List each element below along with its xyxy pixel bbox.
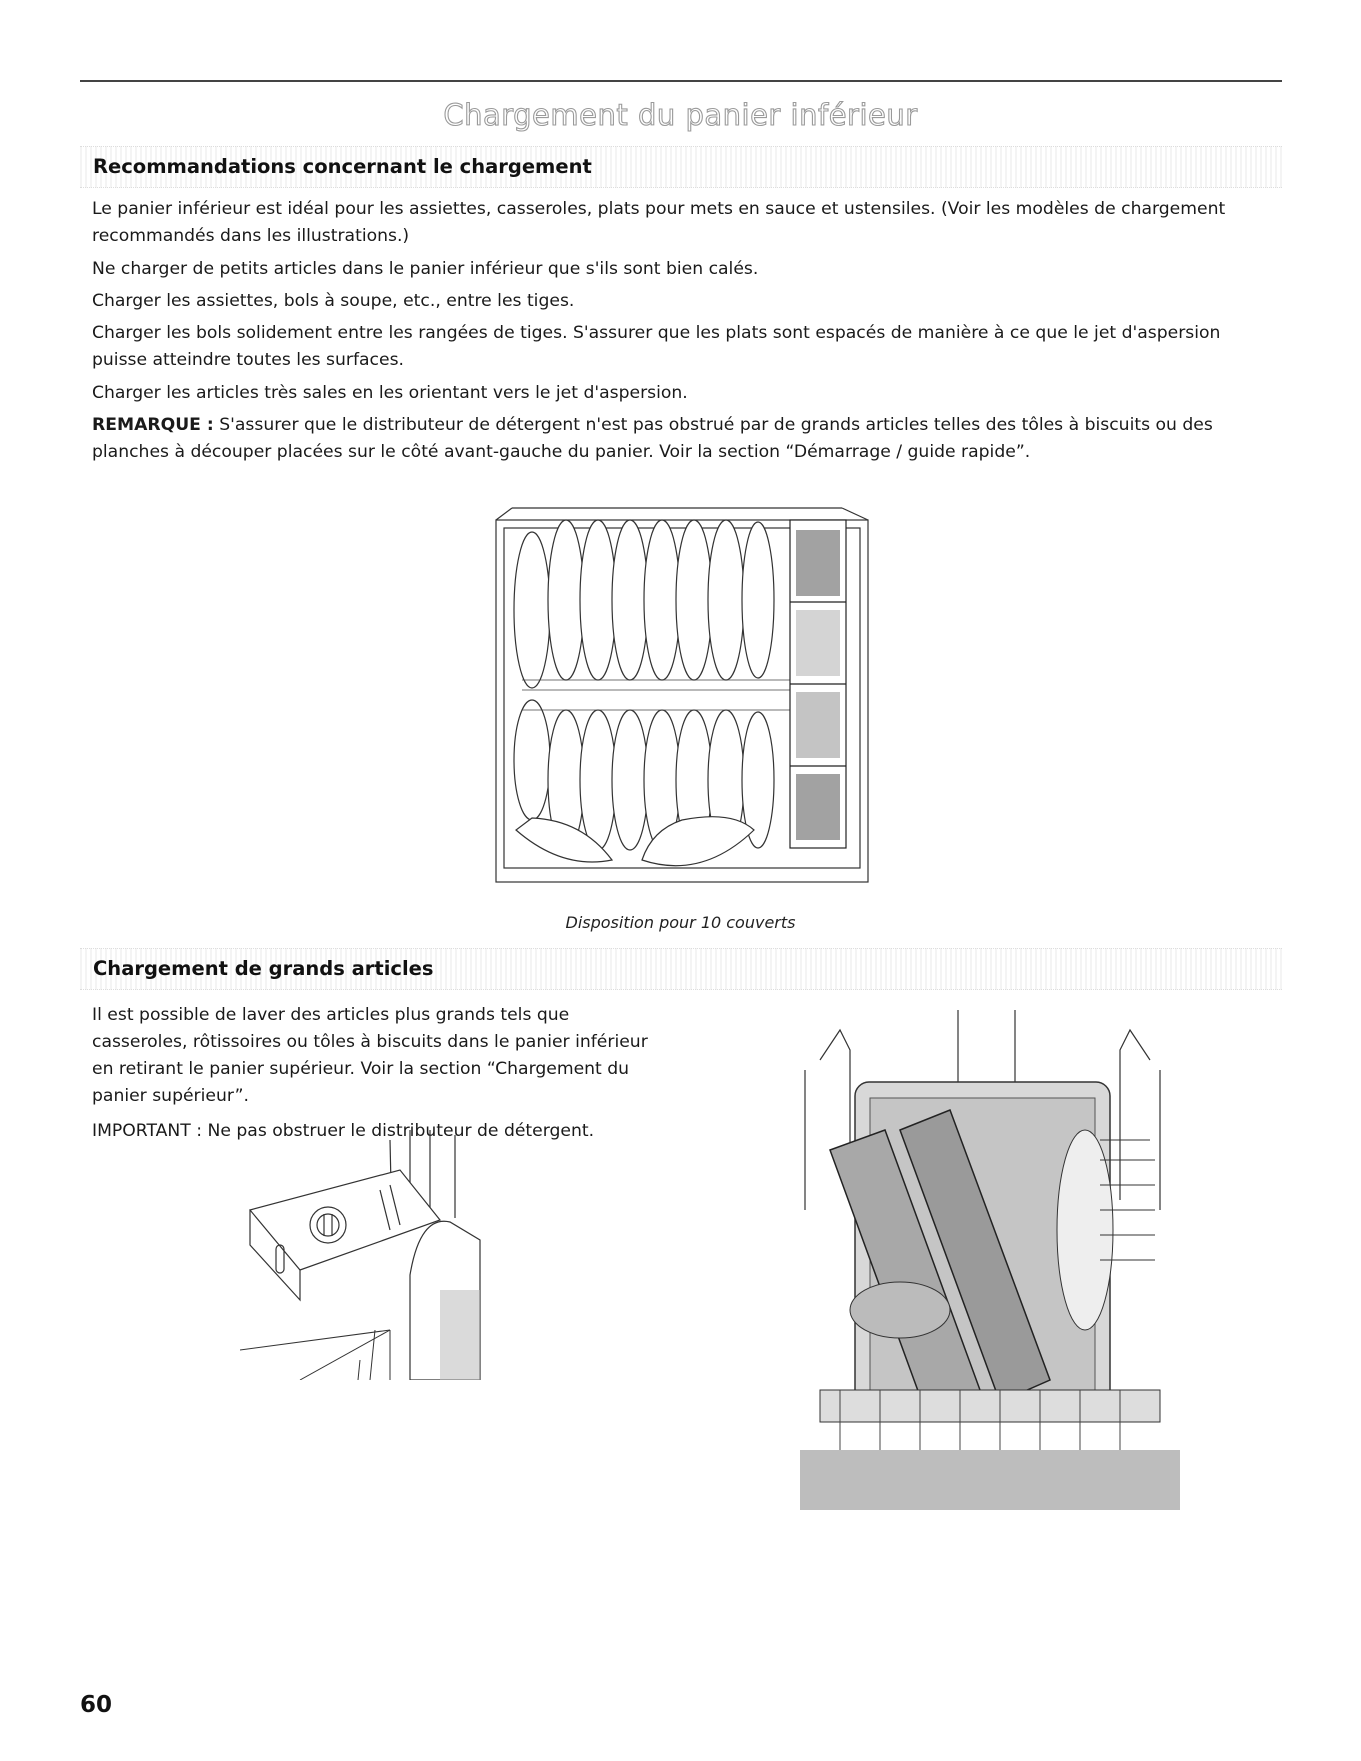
- important-text: Ne pas obstruer le distributeur de détergent.: [202, 1121, 595, 1141]
- note-label: REMARQUE :: [92, 415, 214, 435]
- top-rule: [80, 80, 1282, 82]
- paragraph: Il est possible de laver des articles plus grands tels que casseroles, rôtissoires ou tôles à biscuits dans le panier inférieur en retirant le panier supérieur. Voir la section “Chargement du panier supérieur”.: [92, 1005, 648, 1106]
- paragraph: Charger les assiettes, bols à soupe, etc., entre les tiges.: [92, 291, 575, 311]
- section-header-loading-recommendations: [80, 146, 1282, 188]
- paragraph: Charger les articles très sales en les orientant vers le jet d'aspersion.: [92, 383, 688, 403]
- paragraph: Ne charger de petits articles dans le panier inférieur que s'ils sont bien calés.: [92, 259, 759, 279]
- large-items-rack-diagram: [800, 1010, 1180, 1510]
- page-number: 60: [80, 1692, 113, 1718]
- note-text: S'assurer que le distributeur de détergent n'est pas obstrué par de grands articles telles des tôles à biscuits ou des planches à découper placées sur le côté avant-gauche du panier. Voir la section “Démarrage / guide rapide”.: [92, 415, 1213, 462]
- paragraph: Le panier inférieur est idéal pour les assiettes, casseroles, plats pour mets en sauce et ustensiles. (Voir les modèles de chargement recommandés dans les illustrations.): [92, 199, 1226, 246]
- section-heading: Chargement de grands articles: [93, 957, 434, 980]
- detergent-dispenser-diagram: [240, 1130, 520, 1380]
- section-header-large-items: [80, 948, 1282, 990]
- page-title: Chargement du panier inférieur: [443, 98, 918, 132]
- figure-caption: Disposition pour 10 couverts: [565, 913, 796, 932]
- paragraph: Charger les bols solidement entre les rangées de tiges. S'assurer que les plats sont espacés de manière à ce que le jet d'aspersion puisse atteindre toutes les surfaces.: [92, 323, 1221, 370]
- section-heading: Recommandations concernant le chargement: [93, 155, 592, 178]
- lower-rack-diagram: [492, 500, 872, 890]
- important-label: IMPORTANT :: [92, 1121, 203, 1141]
- note-paragraph: [92, 412, 1272, 466]
